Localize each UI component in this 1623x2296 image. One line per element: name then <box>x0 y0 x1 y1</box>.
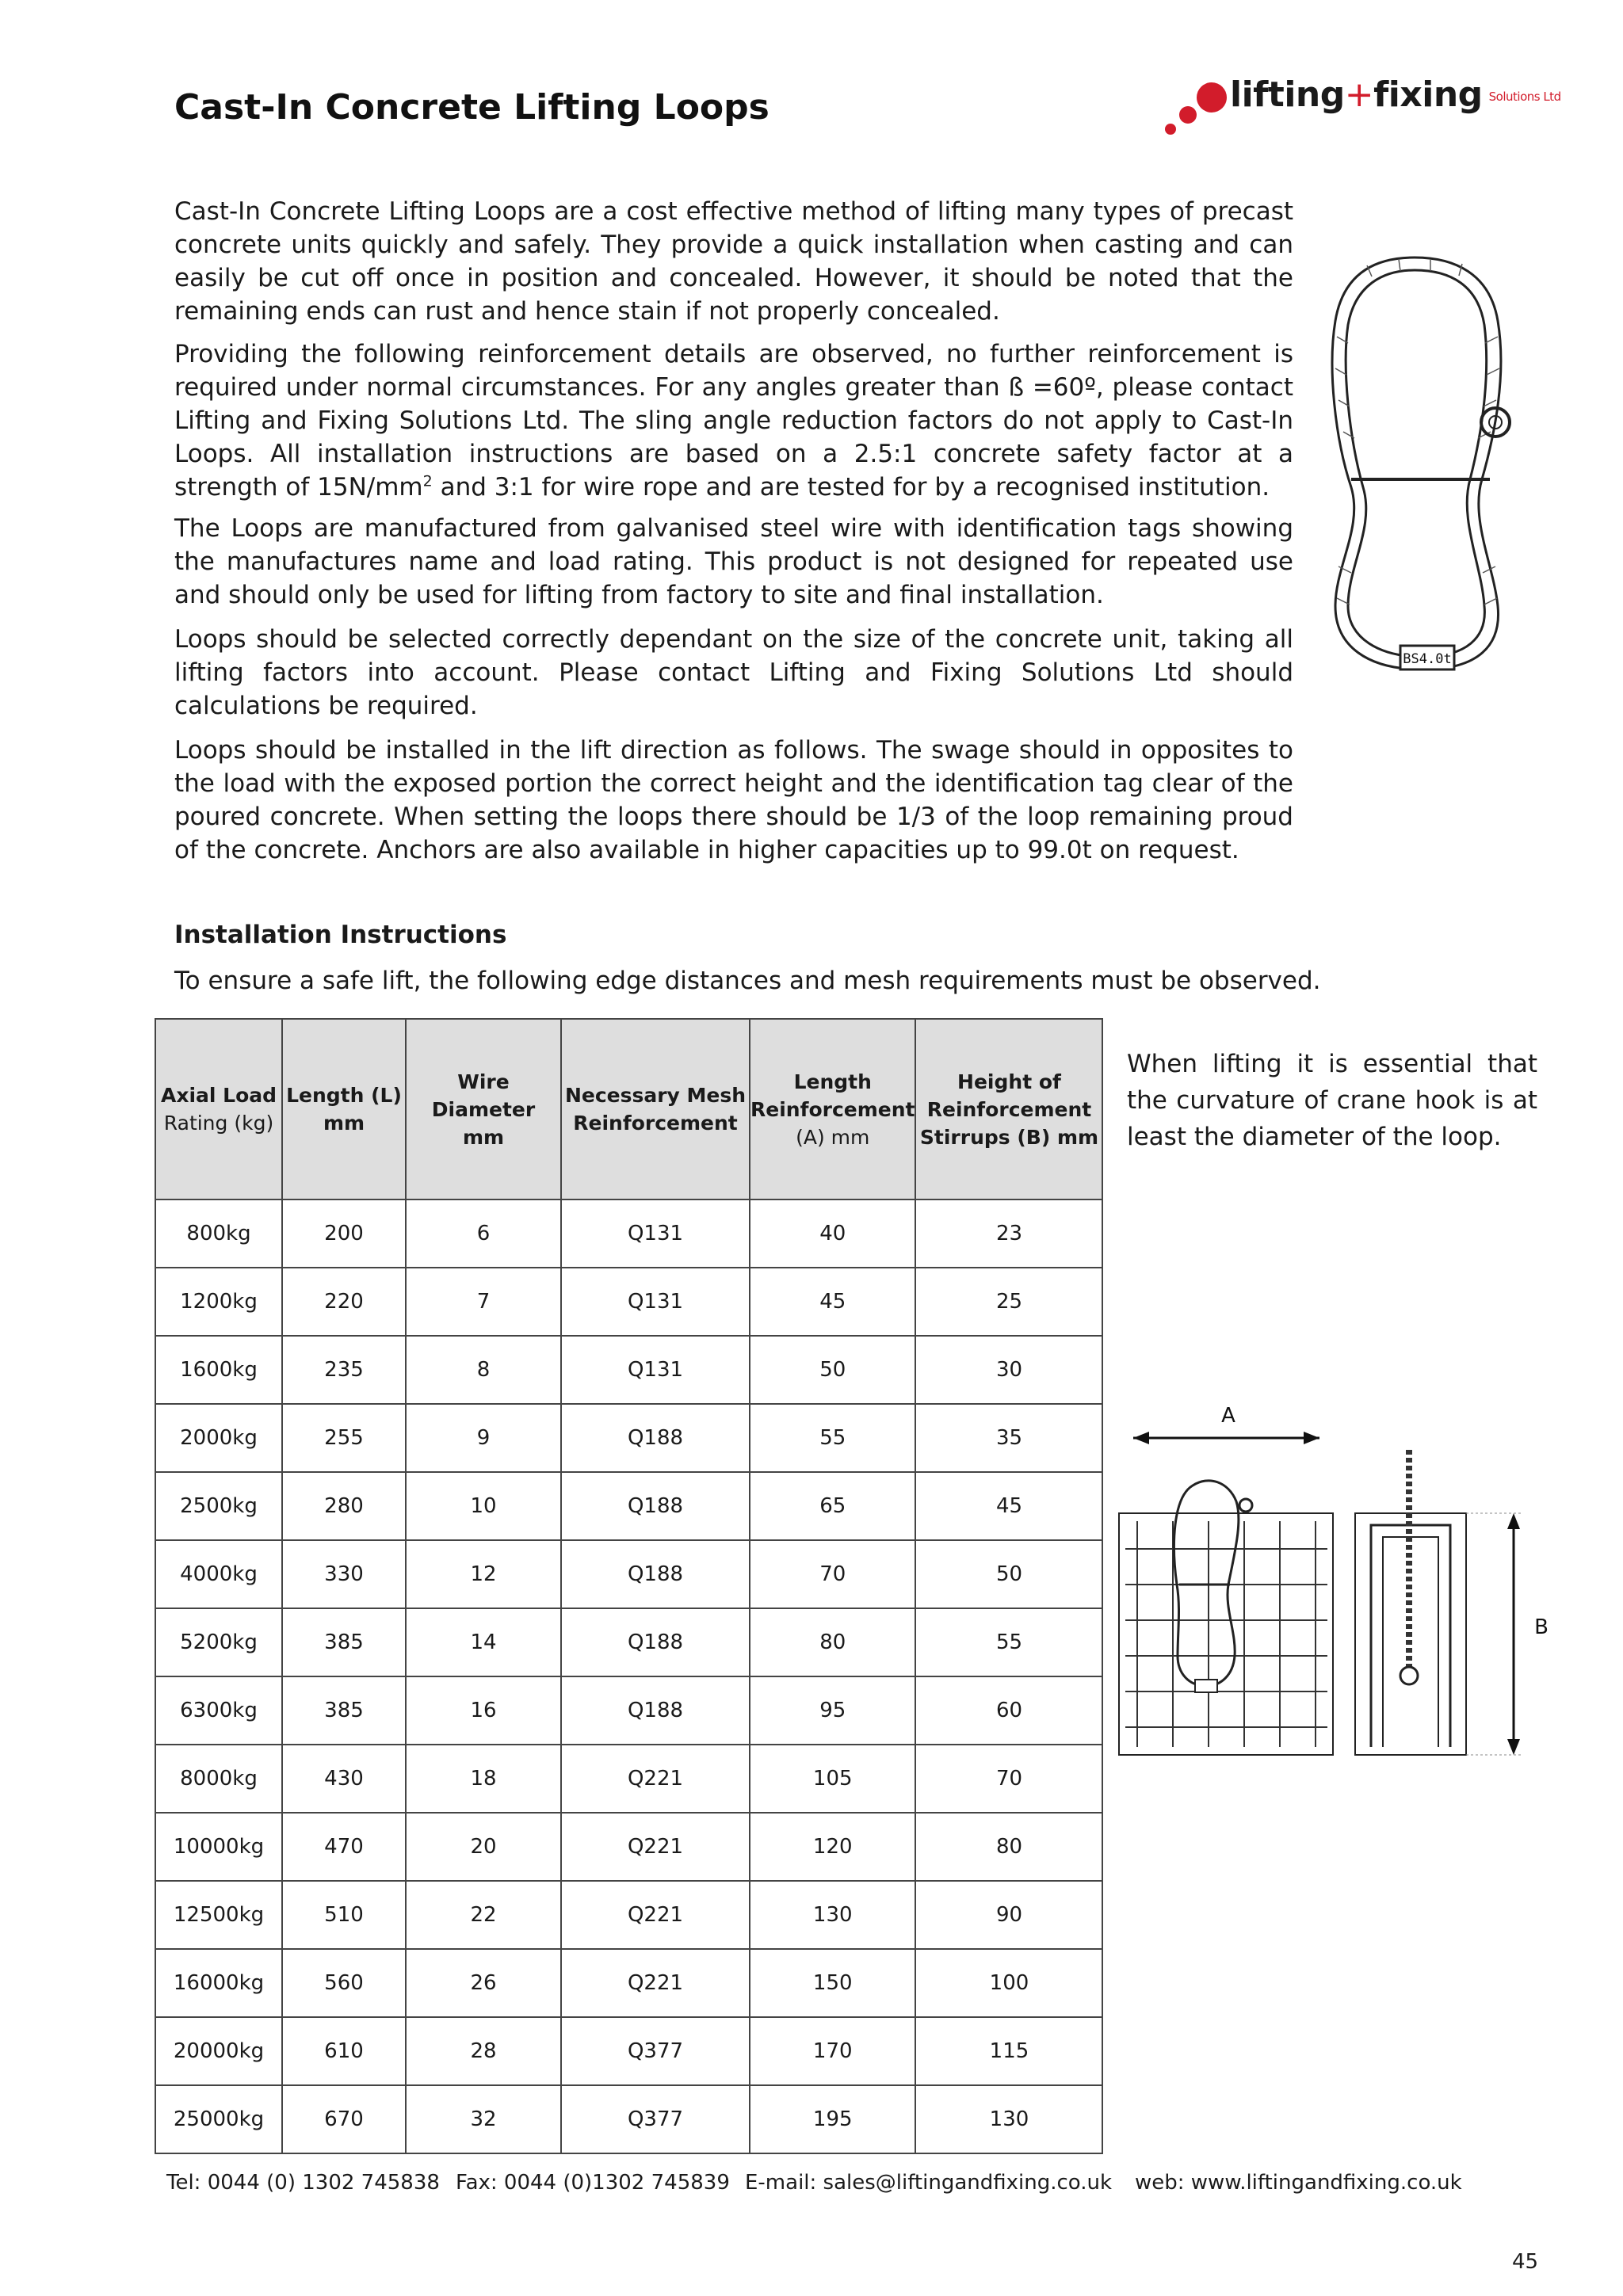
table-row <box>155 1540 1102 1608</box>
table-cell: 28 <box>406 2017 561 2085</box>
table-cell: 80 <box>915 1813 1102 1881</box>
table-cell: 220 <box>282 1268 406 1336</box>
table-cell: Q188 <box>561 1404 750 1472</box>
table-cell: 470 <box>282 1813 406 1881</box>
table-cell: 105 <box>750 1745 915 1813</box>
table-cell: 670 <box>282 2085 406 2153</box>
table-cell: 150 <box>750 1949 915 2017</box>
table-cell: 45 <box>915 1472 1102 1540</box>
table-cell: 115 <box>915 2017 1102 2085</box>
crane-hook-note: When lifting it is essential that the curvature of crane hook is at least the diameter of the loop. <box>1127 1050 1537 1151</box>
table-header-sub: mm <box>323 1112 365 1135</box>
table-row <box>155 1745 1102 1813</box>
table-cell: 16000kg <box>155 1949 282 2017</box>
specification-table <box>155 1018 1103 2154</box>
table-header-main: Height of Reinforcement <box>926 1070 1092 1121</box>
table-cell: 330 <box>282 1540 406 1608</box>
table-cell: 18 <box>406 1745 561 1813</box>
table-cell: 20000kg <box>155 2017 282 2085</box>
table-cell: 560 <box>282 1949 406 2017</box>
table-cell: 70 <box>750 1540 915 1608</box>
table-cell: Q221 <box>561 1813 750 1881</box>
table-cell: 130 <box>750 1881 915 1949</box>
intro-paragraph-5: Loops should be installed in the lift direction as follows. The swage should in opposites to the load with the exposed portion the correct height and the identification tag clear of the poured concrete. When setting the loops there should be 1/3 of the loop remaining proud of the concrete. Anchors are also available in higher capacities up to 99.0t on request. <box>174 736 1293 864</box>
table-cell: 510 <box>282 1881 406 1949</box>
table-cell: 55 <box>750 1404 915 1472</box>
table-cell: Q221 <box>561 1745 750 1813</box>
logo-dot-small <box>1165 124 1176 135</box>
table-cell: 20 <box>406 1813 561 1881</box>
table-cell: 7 <box>406 1268 561 1336</box>
company-logo <box>1165 71 1561 143</box>
table-row <box>155 1199 1102 1268</box>
table-cell: 100 <box>915 1949 1102 2017</box>
table-cell: 800kg <box>155 1199 282 1268</box>
table-cell: 60 <box>915 1676 1102 1745</box>
table-header-cell <box>915 1019 1102 1199</box>
table-body <box>155 1199 1102 2153</box>
table-cell: 50 <box>915 1540 1102 1608</box>
table-row <box>155 2085 1102 2153</box>
table-cell: 10 <box>406 1472 561 1540</box>
table-header-cell <box>750 1019 915 1199</box>
table-cell: 23 <box>915 1199 1102 1268</box>
table-header-main: Length (L) <box>286 1084 402 1107</box>
table-header-cell <box>561 1019 750 1199</box>
logo-dot-large <box>1197 82 1227 113</box>
footer-email[interactable]: E-mail: sales@liftingandfixing.co.uk <box>745 2171 1113 2195</box>
table-cell: Q188 <box>561 1608 750 1676</box>
table-cell: 25000kg <box>155 2085 282 2153</box>
table-header-row <box>155 1019 1102 1199</box>
table-cell: 200 <box>282 1199 406 1268</box>
table-cell: 12500kg <box>155 1881 282 1949</box>
table-header-cell <box>406 1019 561 1199</box>
table-cell: 8000kg <box>155 1745 282 1813</box>
table-header-sub: (A) mm <box>796 1125 870 1149</box>
table-header-main: Length Reinforcement <box>750 1070 915 1121</box>
table-cell: 10000kg <box>155 1813 282 1881</box>
table-cell: 70 <box>915 1745 1102 1813</box>
table-header-main: Axial Load <box>160 1084 277 1107</box>
table-cell: Q377 <box>561 2017 750 2085</box>
table-cell: 255 <box>282 1404 406 1472</box>
table-cell: 2500kg <box>155 1472 282 1540</box>
table-cell: 9 <box>406 1404 561 1472</box>
table-cell: 26 <box>406 1949 561 2017</box>
table-row <box>155 1336 1102 1404</box>
table-cell: 95 <box>750 1676 915 1745</box>
table-cell: Q377 <box>561 2085 750 2153</box>
lifting-loop-illustration <box>1319 250 1533 693</box>
page-title: Cast-In Concrete Lifting Loops <box>174 87 769 128</box>
dimension-b-label: B <box>1534 1615 1549 1639</box>
logo-dot-medium <box>1179 106 1197 124</box>
table-cell: 6 <box>406 1199 561 1268</box>
intro-paragraph-4: Loops should be selected correctly dependant on the size of the concrete unit, taking all lifting factors into account. Please contact Lifting and Fixing Solutions Ltd should calculations be required. <box>174 625 1293 720</box>
page-number: 45 <box>1512 2250 1539 2274</box>
table-cell: 32 <box>406 2085 561 2153</box>
contact-footer <box>166 2171 1561 2195</box>
table-cell: 55 <box>915 1608 1102 1676</box>
table-cell: 1600kg <box>155 1336 282 1404</box>
table-cell: 90 <box>915 1881 1102 1949</box>
table-row <box>155 1472 1102 1540</box>
table-cell: Q131 <box>561 1336 750 1404</box>
table-cell: 170 <box>750 2017 915 2085</box>
table-cell: Q131 <box>561 1268 750 1336</box>
table-cell: 12 <box>406 1540 561 1608</box>
table-header-main: Wire Diameter <box>431 1070 536 1121</box>
table-header-cell <box>282 1019 406 1199</box>
table-cell: Q131 <box>561 1199 750 1268</box>
table-cell: 1200kg <box>155 1268 282 1336</box>
table-cell: 4000kg <box>155 1540 282 1608</box>
table-cell: Q188 <box>561 1472 750 1540</box>
table-cell: 30 <box>915 1336 1102 1404</box>
table-cell: 130 <box>915 2085 1102 2153</box>
table-cell: 430 <box>282 1745 406 1813</box>
table-cell: 2000kg <box>155 1404 282 1472</box>
table-cell: Q221 <box>561 1881 750 1949</box>
table-cell: 280 <box>282 1472 406 1540</box>
table-header-cell <box>155 1019 282 1199</box>
table-cell: 195 <box>750 2085 915 2153</box>
table-cell: 120 <box>750 1813 915 1881</box>
table-header-sub: Stirrups (B) mm <box>919 1125 1099 1149</box>
table-header-sub: Rating (kg) <box>163 1112 274 1135</box>
table-header-sub: mm <box>462 1125 505 1149</box>
intro-paragraph-1: Cast-In Concrete Lifting Loops are a cost effective method of lifting many types of precast concrete units quickly and safely. They provide a quick installation when casting and can easily be cut off once in position and concealed. However, it should be noted that the remaining ends can rust and hence stain if not properly concealed. <box>174 197 1293 326</box>
installation-intro: To ensure a safe lift, the following edge distances and mesh requirements must be observed. <box>174 967 1321 995</box>
table-row <box>155 1881 1102 1949</box>
table-cell: 40 <box>750 1199 915 1268</box>
footer-telephone: Tel: 0044 (0) 1302 745838 <box>166 2171 440 2195</box>
table-cell: 6300kg <box>155 1676 282 1745</box>
table-row <box>155 1813 1102 1881</box>
table-header-sub: Reinforcement <box>573 1112 738 1135</box>
table-row <box>155 2017 1102 2085</box>
table-cell: 25 <box>915 1268 1102 1336</box>
table-cell: 5200kg <box>155 1608 282 1676</box>
table-row <box>155 1949 1102 2017</box>
table-cell: 50 <box>750 1336 915 1404</box>
table-row <box>155 1676 1102 1745</box>
table-cell: 235 <box>282 1336 406 1404</box>
table-row <box>155 1404 1102 1472</box>
installation-diagram <box>1109 1394 1553 1806</box>
table-cell: 14 <box>406 1608 561 1676</box>
installation-heading: Installation Instructions <box>174 921 507 949</box>
table-cell: 8 <box>406 1336 561 1404</box>
intro-paragraph-3: The Loops are manufactured from galvanised steel wire with identification tags showing the manufactures name and load rating. This product is not designed for repeated use and should only be used for lifting from factory to site and final installation. <box>174 514 1293 609</box>
table-row <box>155 1268 1102 1336</box>
table-cell: Q188 <box>561 1540 750 1608</box>
table-cell: 16 <box>406 1676 561 1745</box>
table-cell: Q221 <box>561 1949 750 2017</box>
table-header-main: Necessary Mesh <box>564 1084 747 1107</box>
table-cell: 65 <box>750 1472 915 1540</box>
table-cell: 610 <box>282 2017 406 2085</box>
table-cell: 80 <box>750 1608 915 1676</box>
table-cell: 385 <box>282 1608 406 1676</box>
intro-paragraph-2: Providing the following reinforcement details are observed, no further reinforcement is required under normal circumstances. For any angles greater than ß =60º, please contact Lifting and Fixing Solutions Ltd. The sling angle reduction factors do not apply to Cast-In Loops. All installation instructions are based on a 2.5:1 concrete safety factor at a strength of $15N/mm^2$ and 3:1 for wire rope and are tested for by a recognised institution. <box>174 340 1293 502</box>
logo-wordmark: lifting+fixing Solutions Ltd <box>1230 74 1561 115</box>
table-cell: 22 <box>406 1881 561 1949</box>
table-cell: Q188 <box>561 1676 750 1745</box>
footer-fax: Fax: 0044 (0)1302 745839 <box>456 2171 730 2195</box>
table-row <box>155 1608 1102 1676</box>
table-cell: 35 <box>915 1404 1102 1472</box>
dimension-a-label: A <box>1221 1404 1235 1428</box>
loop-tag-label: BS4.0t <box>1403 651 1452 667</box>
table-cell: 385 <box>282 1676 406 1745</box>
footer-website[interactable]: web: www.liftingandfixing.co.uk <box>1135 2171 1462 2195</box>
table-cell: 45 <box>750 1268 915 1336</box>
